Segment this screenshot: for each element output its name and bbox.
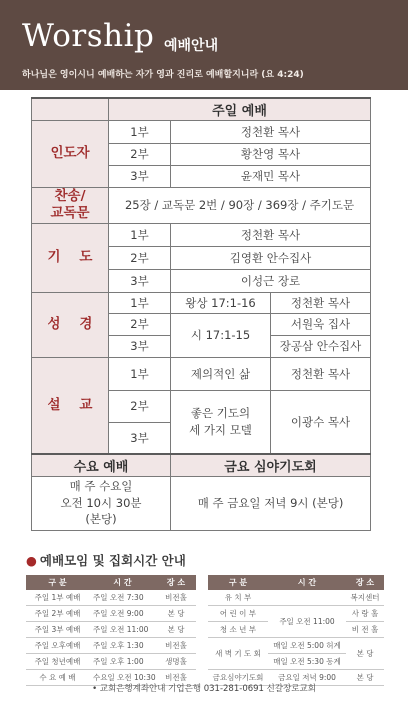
- friday-value: 매 주 금요일 저녁 9시 (본당): [171, 476, 371, 530]
- wednesday-heading: 수요 예배: [32, 454, 171, 476]
- part-cell: 2부: [109, 390, 171, 422]
- schedule-place: 본 당: [156, 606, 196, 622]
- schedule-table-left: [26, 575, 196, 686]
- schedule-time: 매일 오전 5:30 동계: [268, 654, 346, 670]
- sermon-title: 제의적인 삶: [171, 357, 271, 390]
- page-subtitle: 예배안내: [164, 38, 219, 54]
- col-time: 시 간: [268, 575, 346, 590]
- wednesday-value: 매 주 수요일 오전 10시 30분 (본당): [32, 476, 171, 530]
- leader-label: 인도자: [32, 120, 109, 187]
- part-cell: 3부: [109, 335, 171, 357]
- table-row: [208, 590, 384, 606]
- part-cell: 1부: [109, 223, 171, 246]
- schedule-time: 금요일 저녁 9:00: [268, 670, 346, 686]
- scripture-label: 성 경: [32, 292, 109, 357]
- part-cell: 2부: [109, 143, 171, 165]
- leader-name: 윤재민 목사: [171, 165, 371, 187]
- part-cell: 3부: [109, 422, 171, 454]
- schedule-header-row: [26, 575, 196, 590]
- schedule-category: 어 린 이 부: [208, 606, 268, 622]
- schedule-place: 생명홀: [156, 654, 196, 670]
- sermon-title: 좋은 기도의 세 가지 모델: [171, 390, 271, 454]
- part-cell: 1부: [109, 292, 171, 313]
- sermon-preacher: 정천환 목사: [271, 357, 371, 390]
- schedule-time: 매일 오전 5:00 허계: [268, 638, 346, 654]
- schedule-place: 비 전 홀: [346, 622, 384, 638]
- schedule-place: 본 당: [156, 622, 196, 638]
- scripture-reader: 서원욱 집사: [271, 313, 371, 335]
- schedule-category: 주일 3부 예배: [26, 622, 89, 638]
- page-title: Worship: [22, 18, 155, 54]
- schedule-place: 비전홀: [156, 670, 196, 686]
- part-cell: 2부: [109, 246, 171, 269]
- schedule-category: 청 소 년 부: [208, 622, 268, 638]
- part-cell: 1부: [109, 357, 171, 390]
- prayer-label: 기 도: [32, 223, 109, 292]
- table-row: [208, 606, 384, 622]
- prayer-name: 이성근 장로: [171, 269, 371, 292]
- schedule-category: 금요심야기도회: [208, 670, 268, 686]
- hymn-value: 25장 / 교독문 2번 / 90장 / 369장 / 주기도문: [109, 187, 371, 223]
- friday-heading: 금요 심야기도회: [171, 454, 371, 476]
- table-row: [32, 292, 371, 313]
- part-cell: 3부: [109, 165, 171, 187]
- col-place: 장 소: [346, 575, 384, 590]
- part-cell: 3부: [109, 269, 171, 292]
- sermon-preacher: 이광수 목사: [271, 390, 371, 454]
- col-place: 장 소: [156, 575, 196, 590]
- sermon-label: 설 교: [32, 357, 109, 454]
- prayer-name: 정천환 목사: [171, 223, 371, 246]
- schedule-time: 주일 오전 7:30: [89, 590, 156, 606]
- sunday-worship-table: [31, 97, 371, 531]
- scripture-reader: 장공삼 안수집사: [271, 335, 371, 357]
- schedule-category: 주일 오후예배: [26, 638, 89, 654]
- schedule-title-text: 예배모임 및 집회시간 안내: [39, 553, 186, 568]
- schedule-category: 주일 2부 예배: [26, 606, 89, 622]
- col-category: 구 분: [26, 575, 89, 590]
- schedule-place: 비전홀: [156, 638, 196, 654]
- schedule-category: 수 요 예 배: [26, 670, 89, 686]
- schedule-place: 복지센터: [346, 590, 384, 606]
- schedule-time: [268, 590, 346, 606]
- leader-name: 정천환 목사: [171, 120, 371, 143]
- table-row: [32, 476, 371, 530]
- schedule-category: 새 벽 기 도 회: [208, 638, 268, 670]
- table-row: [32, 357, 371, 390]
- schedule-table-right: [208, 575, 384, 686]
- scripture-ref: 시 17:1-15: [171, 313, 271, 357]
- sunday-worship-heading: 주일 예배: [109, 98, 371, 120]
- schedule-header-row: [208, 575, 384, 590]
- schedule-category: 주일 1부 예배: [26, 590, 89, 606]
- bullet-dot-icon: ●: [26, 553, 37, 568]
- table-row: [32, 223, 371, 246]
- schedule-section-title: [26, 551, 186, 569]
- header-banner: [0, 0, 408, 90]
- table-row: [26, 590, 196, 606]
- header-blank-cell: [32, 98, 109, 120]
- table-row: [26, 606, 196, 622]
- schedule-time: 수요일 오전 10:30: [89, 670, 156, 686]
- table-row: [208, 638, 384, 654]
- hymn-label: 찬송/ 교독문: [32, 187, 109, 223]
- table-row: [26, 654, 196, 670]
- schedule-place: 비전홀: [156, 590, 196, 606]
- schedule-time: 주일 오전 9:00: [89, 606, 156, 622]
- table-row: [26, 638, 196, 654]
- table-header-row: [32, 98, 371, 120]
- schedule-category: 유 치 부: [208, 590, 268, 606]
- bible-verse: 하나님은 영이시니 예배하는 자가 영과 진리로 예배할지니라 (요 4:24): [22, 70, 304, 80]
- schedule-place: 본 당: [346, 670, 384, 686]
- schedule-time: 주일 오전 11:00: [268, 606, 346, 638]
- table-row: [26, 622, 196, 638]
- table-row: [32, 454, 371, 476]
- table-row: [32, 187, 371, 223]
- schedule-time: 주일 오후 1:30: [89, 638, 156, 654]
- part-cell: 1부: [109, 120, 171, 143]
- scripture-ref: 왕상 17:1-16: [171, 292, 271, 313]
- part-cell: 2부: [109, 313, 171, 335]
- schedule-time: 주일 오후 1:00: [89, 654, 156, 670]
- leader-name: 황찬영 목사: [171, 143, 371, 165]
- schedule-category: 주일 청년예배: [26, 654, 89, 670]
- schedule-place: 사 랑 홀: [346, 606, 384, 622]
- col-time: 시 간: [89, 575, 156, 590]
- prayer-name: 김영환 안수집사: [171, 246, 371, 269]
- scripture-reader: 정천환 목사: [271, 292, 371, 313]
- col-category: 구 분: [208, 575, 268, 590]
- schedule-time: 주일 오전 11:00: [89, 622, 156, 638]
- bank-account-footer: • 교회은행계좌안내 기업은행 031-281-0691 신갈장로교회: [92, 684, 316, 694]
- schedule-place: 본 당: [346, 638, 384, 670]
- table-row: [32, 120, 371, 143]
